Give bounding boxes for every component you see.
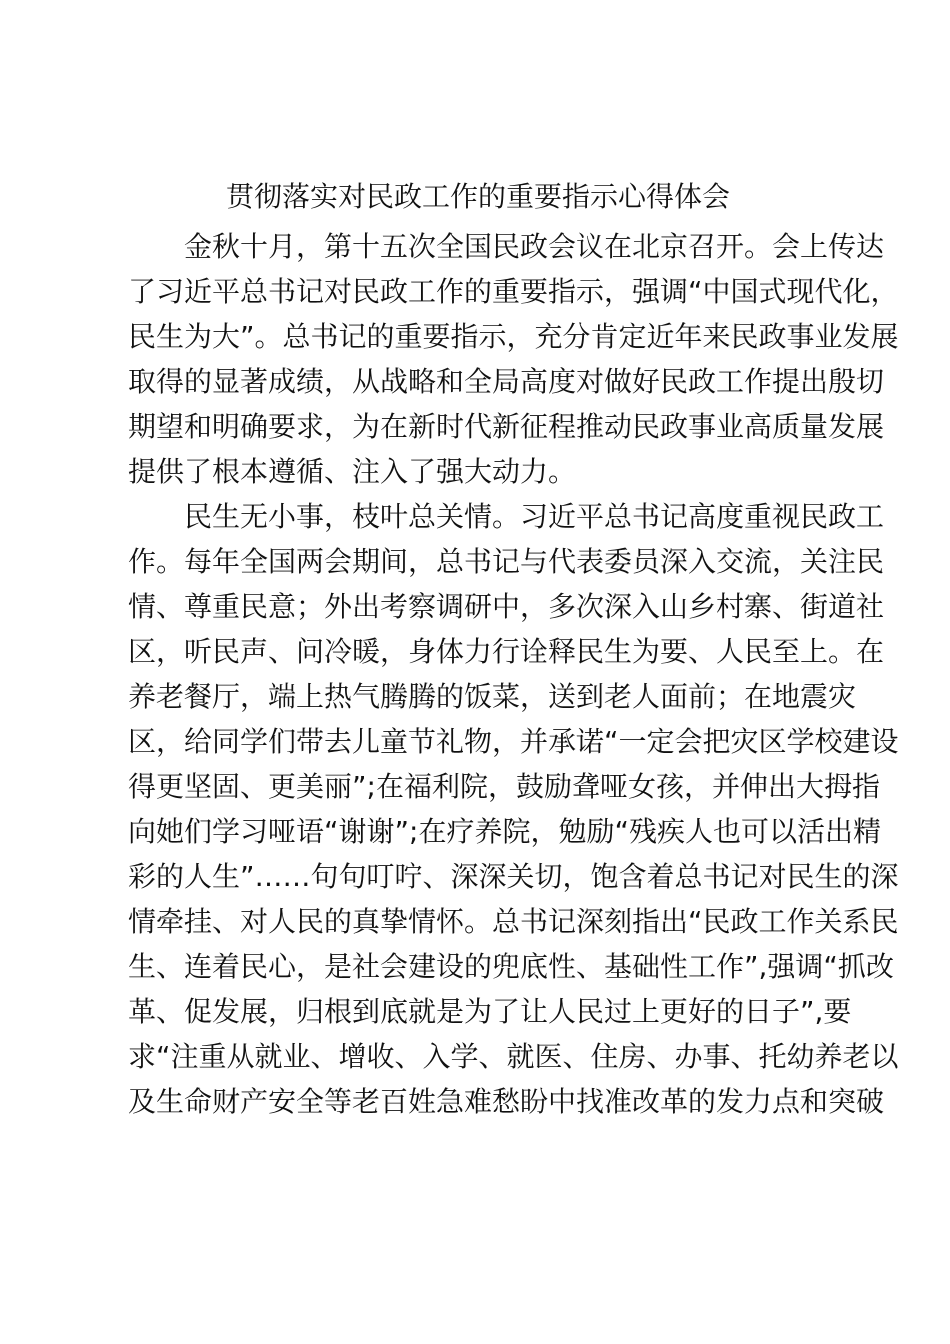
- paragraph-1-line-5: 期望和明确要求，为在新时代新征程推动民政事业高质量发展: [128, 410, 885, 443]
- paragraph-2-line-8: 向她们学习哑语“谢谢”;在疗养院，勉励“残疾人也可以活出精: [128, 815, 881, 848]
- document-title: 贯彻落实对民政工作的重要指示心得体会: [225, 180, 730, 213]
- paragraph-2-line-3: 情、尊重民意；外出考察调研中，多次深入山乡村寨、街道社: [128, 590, 885, 623]
- paragraph-2-line-5: 养老餐厅，端上热气腾腾的饭菜，送到老人面前；在地震灾: [128, 680, 857, 713]
- paragraph-1-line-1: 金秋十月，第十五次全国民政会议在北京召开。会上传达: [184, 230, 885, 263]
- paragraph-2-line-4: 区，听民声、问冷暖，身体力行诠释民生为要、人民至上。在: [128, 635, 885, 668]
- paragraph-2-line-13: 求“注重从就业、增收、入学、就医、住房、办事、托幼养老以: [128, 1040, 899, 1073]
- paragraph-2-line-2: 作。每年全国两会期间，总书记与代表委员深入交流，关注民: [128, 545, 885, 578]
- paragraph-1-line-2: 了习近平总书记对民政工作的重要指示，强调“中国式现代化，: [128, 275, 899, 308]
- paragraph-1-line-4: 取得的显著成绩，从战略和全局高度对做好民政工作提出殷切: [128, 365, 885, 398]
- paragraph-1-line-3: 民生为大”。总书记的重要指示，充分肯定近年来民政事业发展: [128, 320, 899, 353]
- paragraph-2-line-14: 及生命财产安全等老百姓急难愁盼中找准改革的发力点和突破: [128, 1085, 885, 1118]
- paragraph-1-line-6: 提供了根本遵循、注入了强大动力。: [128, 455, 577, 488]
- paragraph-2-line-1: 民生无小事，枝叶总关情。习近平总书记高度重视民政工: [184, 500, 885, 533]
- paragraph-2-line-9: 彩的人生”……句句叮咛、深深关切，饱含着总书记对民生的深: [128, 860, 899, 893]
- paragraph-2-line-11: 生、连着民心，是社会建设的兜底性、基础性工作”,强调“抓改: [128, 950, 894, 983]
- paragraph-2-line-10: 情牵挂、对人民的真挚情怀。总书记深刻指出“民政工作关系民: [128, 905, 899, 938]
- paragraph-2-line-6: 区，给同学们带去儿童节礼物，并承诺“一定会把灾区学校建设: [128, 725, 899, 758]
- paragraph-2-line-12: 革、促发展，归根到底就是为了让人民过上更好的日子”,要: [128, 995, 852, 1028]
- paragraph-2-line-7: 得更坚固、更美丽”;在福利院，鼓励聋哑女孩，并伸出大拇指: [128, 770, 880, 803]
